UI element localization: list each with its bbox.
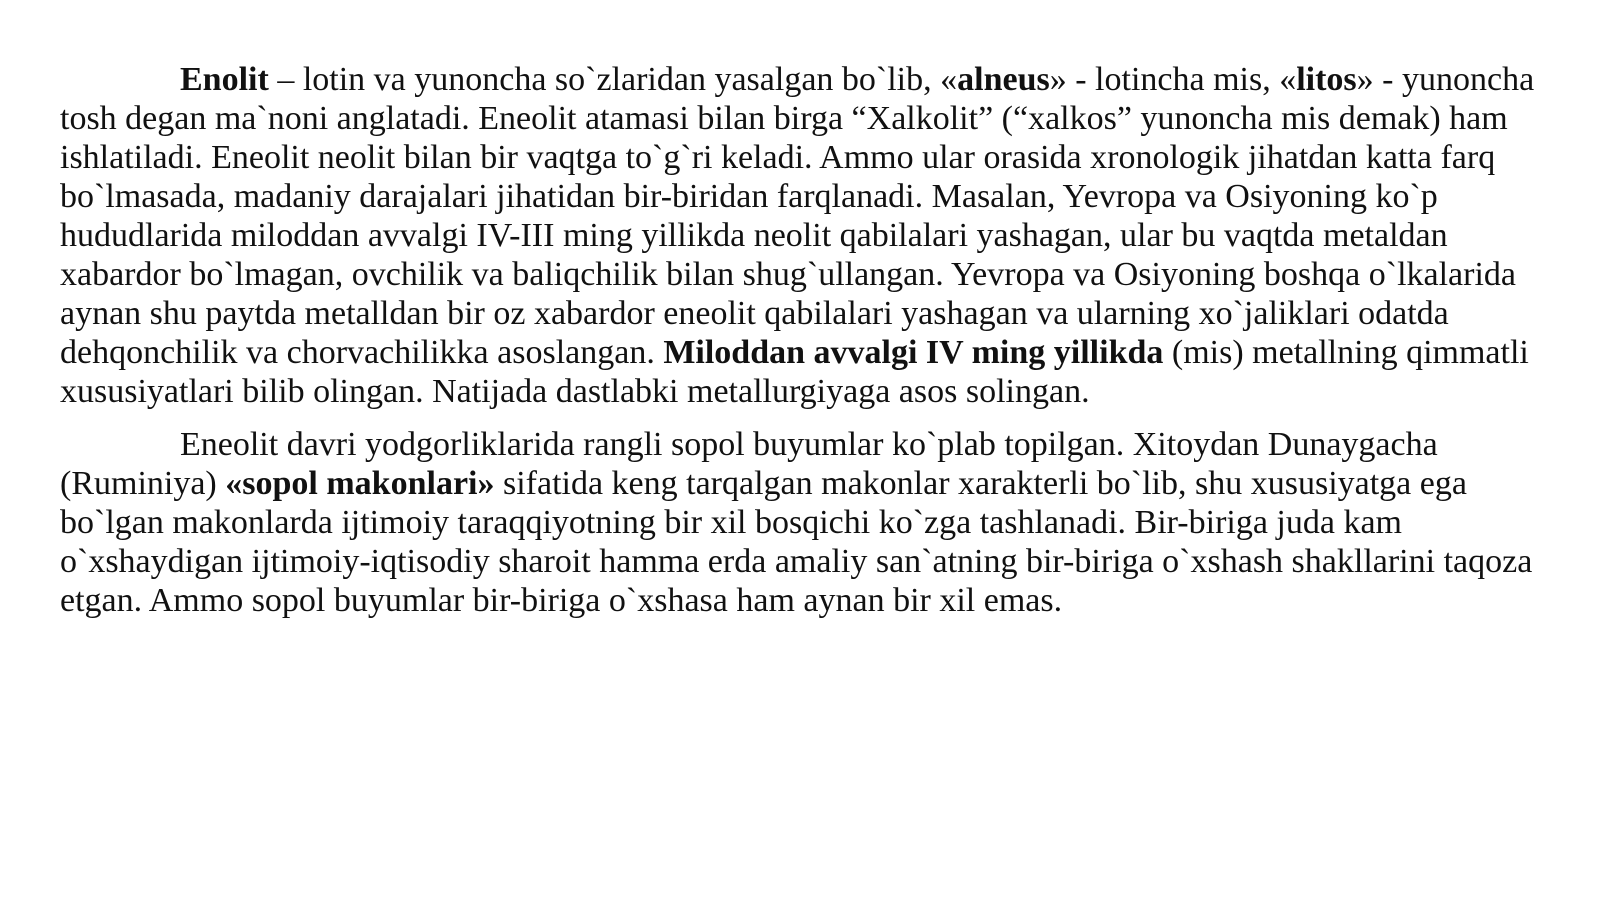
highlight-date: Miloddan avvalgi IV ming yillikda — [663, 334, 1164, 371]
text-segment: Eneolit davri yodgorliklarida rangli sopol buyumlar ko`plab topilgan. Xitoydan Dunaygacha (Ruminiya) — [60, 426, 1438, 502]
text-segment: » - lotincha mis, « — [1049, 61, 1297, 98]
text-body — [60, 60, 1550, 620]
paragraph-1 — [60, 60, 1550, 411]
paragraph-2 — [60, 425, 1550, 620]
term-litos: litos — [1296, 61, 1357, 98]
term-sopol-makonlari: «sopol makonlari» — [225, 465, 495, 502]
text-segment: – lotin va yunoncha so`zlaridan yasalgan bo`lib, « — [268, 61, 958, 98]
term-enolit: Enolit — [180, 61, 269, 98]
text-segment: sifatida keng tarqalgan makonlar xarakterli bo`lib, shu xususiyatga ega bo`lgan makonlarda ijtimoiy taraqqiyotning bir xil bosqichi ko`zga tashlanadi. Bir-biriga juda kam o`xshaydigan ijtimoiy-iqtisodiy sharoit hamma erda amaliy san`atning bir-biriga o`xshash shakllarini taqoza etgan. Ammo sopol buyumlar bir-biriga o`xshasa ham aynan bir xil emas. — [60, 465, 1533, 619]
term-alneus: alneus — [957, 61, 1050, 98]
text-segment: » - yunoncha tosh degan ma`noni anglatadi. Eneolit atamasi bilan birga “Xalkolit” (“xalkos” yunoncha mis demak) ham ishlatiladi. Eneolit neolit bilan bir vaqtga to`g`ri keladi. Ammo ular orasida xronologik jihatdan katta farq bo`lmasada, madaniy darajalari jihatidan bir-biridan farqlanadi. Masalan, Yevropa va Osiyoning ko`p hududlarida miloddan avvalgi IV-III ming yillikda neolit qabilalari yashagan, ular bu vaqtda metaldan xabardor bo`lmagan, ovchilik va baliqchilik bilan shug`ullangan. Yevropa va Osiyoning boshqa o`lkalarida aynan shu paytda metalldan bir oz xabardor eneolit qabilalari yashagan va ularning xo`jaliklari odatda dehqonchilik va chorvachilikka asoslangan. — [60, 61, 1535, 371]
text-segment: (mis) metallning qimmatli xususiyatlari bilib olingan. Natijada dastlabki metallurgiyaga asos solingan. — [60, 334, 1529, 410]
